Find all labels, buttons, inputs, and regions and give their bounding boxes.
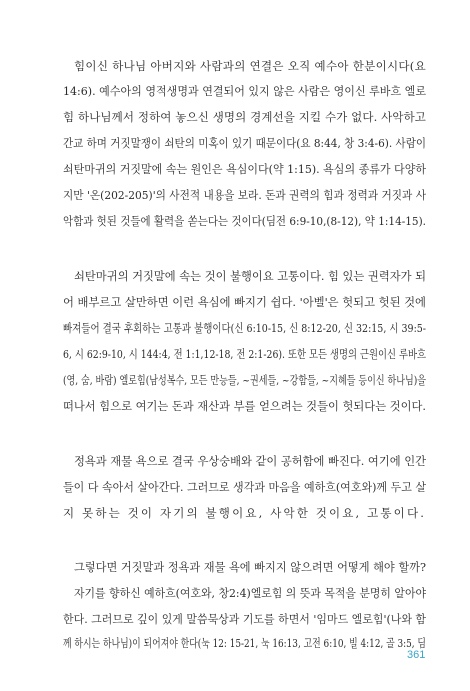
text-line: 간교 하며 거짓말쟁이 쇠탄의 미혹이 있기 때문이다(요 8:44, 창 3:4-6). 사람이 xyxy=(63,136,427,150)
text-line: 6, 시 62:9-10, 시 144:4, 전 1:1,12-18, 전 2:1-26). 또한 모든 생명의 근원이신 루바흐 xyxy=(63,347,427,361)
text-line: 쇠탄마귀의 거짓말에 속는 원인은 욕심이다(약 1:15). 욕심의 종류가 다양하 xyxy=(63,162,426,176)
text-line: 들이 다 속아서 살아간다. 그러므로 생각과 마음을 예하흐(여호와)께 두고 살 xyxy=(63,480,427,494)
text-line: 한다. 그러므로 깊이 있게 말씀묵상과 기도를 하면서 '임마드 엘로힘'(나와 함 xyxy=(63,612,427,626)
text-line: 지 못하는 것이 자기의 불행이요, 사악한 것이요, 고통이다. xyxy=(63,506,427,520)
text-line: 빠져들어 결국 후회하는 고통과 불행이다(신 6:10-15, 신 8:12-20, 신 32:15, 시 39:5- xyxy=(63,321,427,335)
text-line: 지만 '온(202-205)'의 사전적 내용을 보라. 돈과 권력의 힘과 정력과 거짓과 사 xyxy=(63,188,426,202)
text-line: 악함과 헛된 것들에 활력을 쏟는다는 것이다(딤전 6:9-10,(8-12), 약 1:14-15). xyxy=(63,214,427,228)
text-line: 힘이신 하나님 아버지와 사람과의 연결은 오직 예수아 한분이시다(요 xyxy=(74,59,426,73)
text-line: 어 배부르고 살만하면 이런 욕심에 빠지기 쉽다. '아벨'은 헛되고 헛된 것에 xyxy=(63,295,426,309)
text-line: 그렇다면 거짓말과 정욕과 재물 욕에 빠지지 않으려면 어떻게 해야 할까? xyxy=(74,560,426,574)
text-line: (영, 숨, 바람) 엘로힘(남성복수, 모든 만능들, ~권세들, ~강함들, ~지혜들 등이신 하나님)을 xyxy=(63,373,426,387)
text-line: 자기를 향하신 예하흐(여호와, 창2:4)엘로힘 의 뜻과 목적을 분명히 알아야 xyxy=(74,586,427,600)
text-line: 정욕과 재물 욕으로 결국 우상숭배와 같이 공허함에 빠진다. 여기에 인간 xyxy=(74,454,427,468)
page-number: 361 xyxy=(407,649,426,661)
text-line: 14:6). 예수아의 영적생명과 연결되어 있지 않은 사람은 영이신 루바흐 엘로 xyxy=(63,84,426,98)
text-line: 떠나서 힘으로 여기는 돈과 재산과 부를 얻으려는 것들이 헛되다는 것이다. xyxy=(63,399,426,413)
text-line: 쇠탄마귀의 거짓말에 속는 것이 불행이요 고통이다. 힘 있는 권력자가 되 xyxy=(74,269,427,283)
text-line: 힘 하나님께서 정하여 놓으신 생명의 경계선을 지킬 수가 없다. 사악하고 xyxy=(63,110,427,124)
text-line: 께 하시는 하나님)이 되어져야 한다(눅 12: 15-21, 눅 16:13, 고전 6:10, 빌 4:12, 골 3:5, 딤 xyxy=(63,636,426,650)
